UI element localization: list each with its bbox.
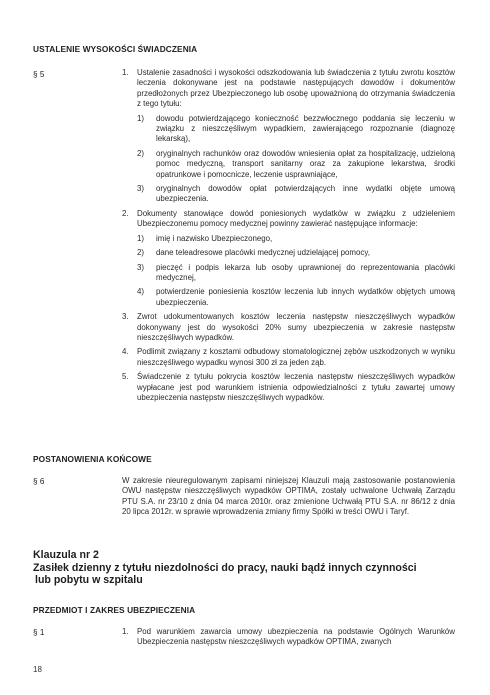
list-item [122, 372, 455, 403]
section1-content [122, 68, 455, 407]
sub-item-text: pieczęć i podpis lekarza lub osoby uprawnionej do reprezentowania placówki medycznej, [156, 262, 455, 282]
clause-number: Klauzula nr 2 [33, 549, 99, 561]
section3-content [122, 627, 455, 652]
clause-subtitle: Zasiłek dzienny z tytułu niezdolności do pracy, nauki bądź innych czynności [33, 561, 417, 574]
list-item [122, 627, 455, 648]
paragraph-text: W zakresie nieuregulowanym zapisami niniejszej Klauzuli mają zastosowanie postanowienia OWU następstw nieszczęśliwych wypadków OPTIMA, zostały uchwalone Uchwałą Zarządu PTU S.A. nr 23/10 z dnia 04 marca 2010r. oraz zmienione Uchwałą PTU S.A. nr 86/12 z dnia 20 lipca 2012r. w sprawie wprowadzenia zmiany firmy Spółki w treści OWU i Taryf. [122, 476, 455, 517]
sub-item-number: 3) [137, 184, 145, 194]
sub-item [122, 184, 455, 205]
sub-item-number: 2) [137, 248, 145, 258]
sub-item-text: potwierdzenie poniesienia kosztów leczenia lub innych wydatków objętych umową ubezpieczenia. [156, 287, 455, 307]
section-heading: POSTANOWIENIA KOŃCOWE [33, 454, 152, 464]
page-number: 18 [33, 665, 42, 674]
sub-item-number: 1) [137, 113, 145, 123]
section-heading: PRZEDMIOT I ZAKRES UBEZPIECZENIA [33, 605, 196, 615]
sub-item [122, 248, 455, 258]
item-text: Pod warunkiem zawarcia umowy ubezpieczenia na podstawie Ogólnych Warunków Ubezpieczenia następstw nieszczęśliwych wypadków OPTIMA, zwanych [137, 627, 455, 647]
item-text: Ustalenie zasadności i wysokości odszkodowania lub świadczenia z tytułu zwrotu kosztów leczenia dokonywane jest na podstawie następujących dowodów i dokumentów przedłożonych przez Ubezpieczonego lub osobę upoważnioną do otrzymania świadczenia z tego tytułu: [137, 68, 455, 109]
item-text: Świadczenie z tytułu pokrycia kosztów leczenia następstw nieszczęśliwych wypadków wypłacane jest pod warunkiem istnienia odpowiedzialności z tytułu zawartej umowy ubezpieczenia następstw nieszczęśliwych wypadków. [137, 372, 455, 402]
sub-item-text: oryginalnych rachunków oraz dowodów wniesienia opłat za hospitalizację, udzieloną pomoc medyczną, transport sanitarny oraz za zakupione lekarstwa, środki opatrunkowe i pomocnicze, leczenie usprawniające, [156, 148, 455, 179]
sub-item [122, 287, 455, 308]
sub-item-number: 3) [137, 262, 145, 272]
sub-item-number: 2) [137, 148, 145, 158]
list-item [122, 312, 455, 343]
sub-item-number: 4) [137, 287, 145, 297]
sub-item [122, 263, 455, 284]
sub-item-text: dane teleadresowe placówki medycznej udzielającej pomocy, [156, 248, 370, 258]
list-item [122, 347, 455, 368]
clause-title [33, 549, 453, 587]
paragraph-number: § 5 [33, 70, 45, 79]
paragraph-number: § 6 [33, 477, 45, 486]
item-number: 1. [122, 627, 129, 636]
section-heading: USTALENIE WYSOKOŚCI ŚWIADCZENIA [33, 44, 198, 54]
sub-item-text: imię i nazwisko Ubezpieczonego, [156, 233, 273, 243]
sub-item-number: 1) [137, 233, 145, 243]
item-text: Podlimit związany z kosztami odbudowy stomatologicznej zębów uszkodzonych w wyniku nieszczęśliwego wypadku wynosi 300 zł za jeden ząb. [137, 347, 455, 367]
item-number: 3. [122, 312, 129, 322]
list-item [122, 68, 455, 110]
sub-item [122, 234, 455, 244]
item-number: 4. [122, 347, 129, 357]
item-text: Zwrot udokumentowanych kosztów leczenia następstw nieszczęśliwych wypadków dokonywany jest do wysokości 20% sumy ubezpieczenia w zakresie następstw nieszczęśliwych wypadków. [137, 312, 455, 342]
sub-item-text: dowodu potwierdzającego konieczność bezzwłocznego poddania się leczeniu w związku z nieszczęśliwym wypadkiem, zawierającego rozpoznanie (diagnozę lekarską), [156, 113, 455, 144]
sub-item [122, 114, 455, 145]
sub-item-text: oryginalnych dowodów opłat potwierdzających inne wydatki objęte umową ubezpieczenia. [156, 184, 455, 204]
sub-item [122, 149, 455, 180]
item-number: 2. [122, 208, 129, 218]
item-number: 5. [122, 372, 129, 382]
paragraph-number: § 1 [33, 628, 45, 637]
item-text: Dokumenty stanowiące dowód poniesionych wydatków w związku z udzieleniem Ubezpieczonemu pomocy medycznej powinny zawierać następujące informacje: [137, 208, 455, 229]
clause-subtitle-continued: lub pobytu w szpitalu [35, 574, 143, 587]
item-number: 1. [122, 68, 129, 77]
list-item [122, 209, 455, 230]
